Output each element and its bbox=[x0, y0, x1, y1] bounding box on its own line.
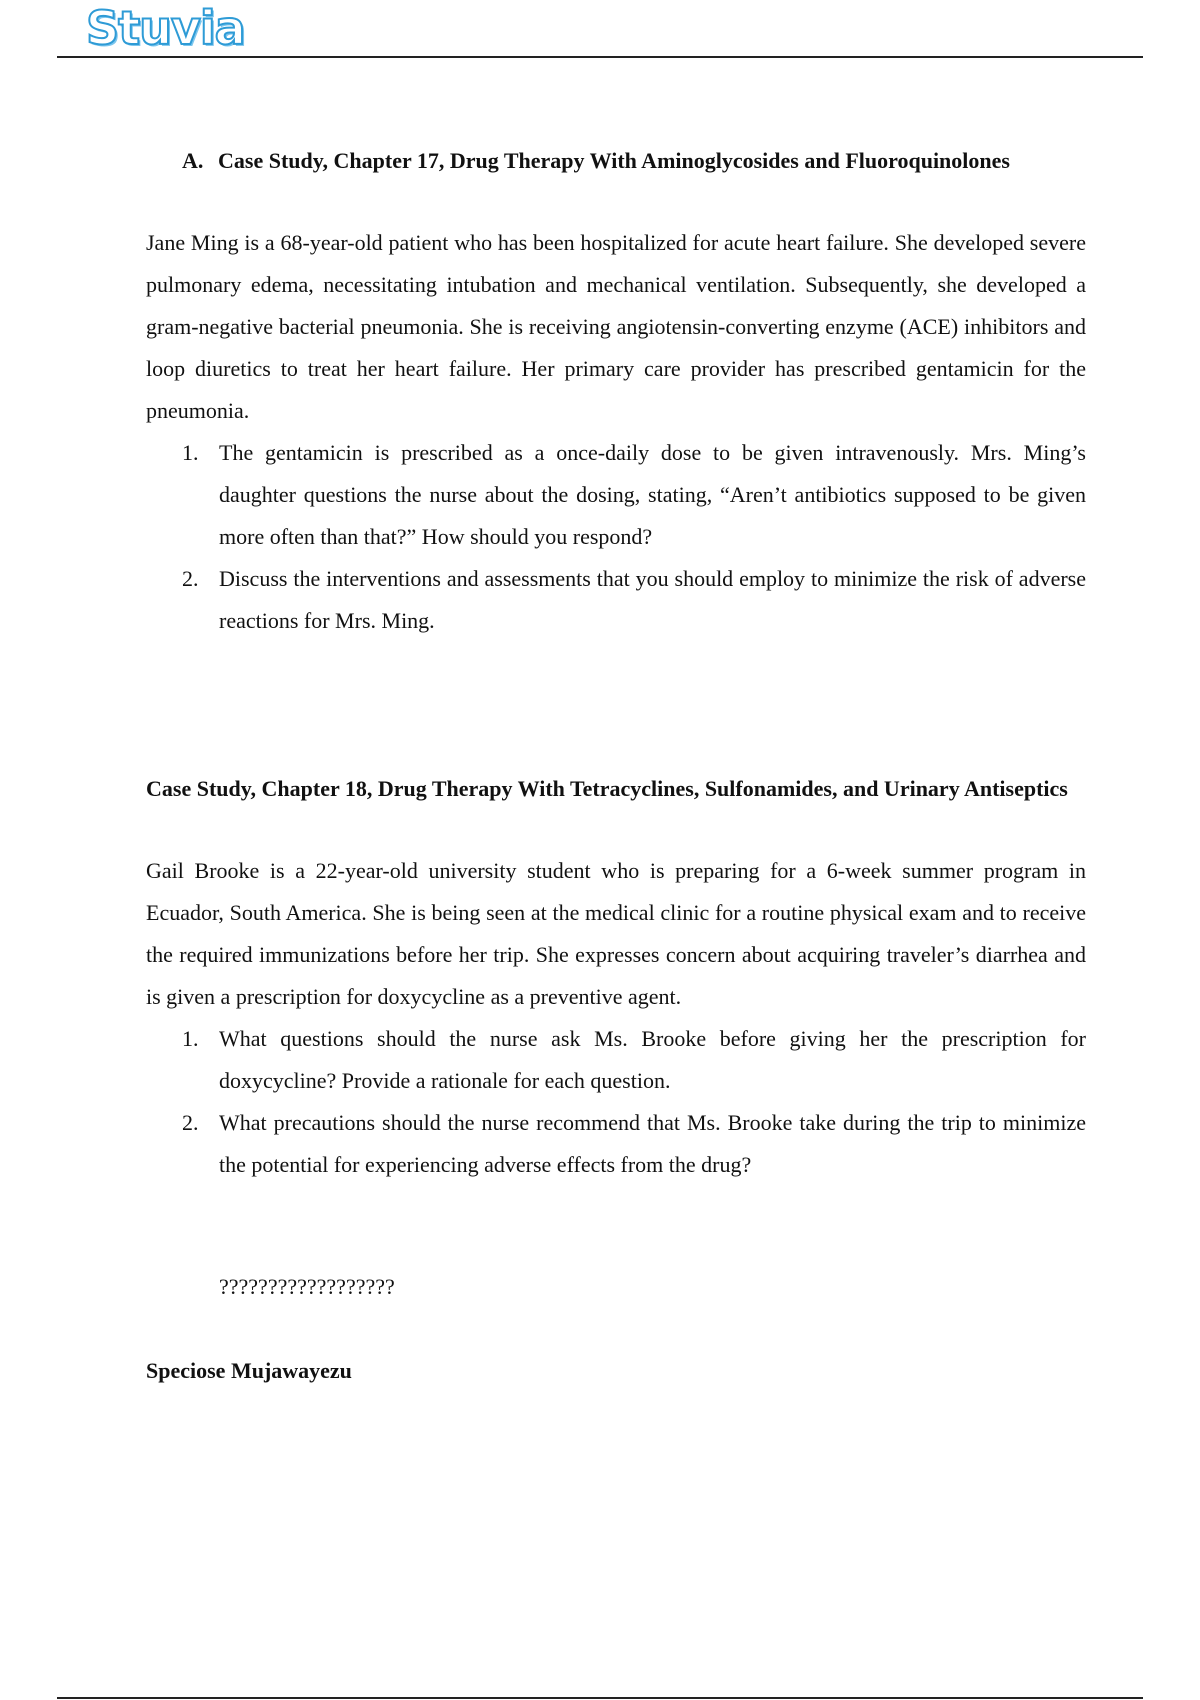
list-item bbox=[146, 1102, 1086, 1186]
section-a-heading bbox=[146, 140, 1086, 182]
list-number: 2. bbox=[182, 566, 199, 591]
placeholder-marks: ?????????????????? bbox=[219, 1274, 395, 1299]
list-number: 2. bbox=[182, 1110, 199, 1135]
question-text: Discuss the interventions and assessments that you should employ to minimize the risk of adverse reactions for Mrs. Ming. bbox=[219, 566, 1086, 633]
list-item bbox=[146, 432, 1086, 558]
question-text: What precautions should the nurse recommend that Ms. Brooke take during the trip to minimize the potential for experiencing adverse effects from the drug? bbox=[219, 1110, 1086, 1177]
section-b-intro: Gail Brooke is a 22-year-old university student who is preparing for a 6-week summer program in Ecuador, South America. She is being seen at the medical clinic for a routine physical exam and to receive the required immunizations before her trip. She expresses concern about acquiring traveler’s diarrhea and is given a prescription for doxycycline as a preventive agent. bbox=[146, 858, 1086, 1009]
document-body bbox=[146, 140, 1086, 1392]
section-b-questions bbox=[146, 1018, 1086, 1186]
author-name: Speciose Mujawayezu bbox=[146, 1358, 352, 1383]
list-item bbox=[146, 558, 1086, 642]
list-item bbox=[146, 1018, 1086, 1102]
section-a-marker: A. bbox=[182, 148, 204, 173]
footer-rule bbox=[57, 1697, 1143, 1699]
section-a-intro: Jane Ming is a 68-year-old patient who has been hospitalized for acute heart failure. She developed severe pulmonary edema, necessitating intubation and mechanical ventilation. Subsequently, she developed a gram-negative bacterial pneumonia. She is receiving angiotensin-converting enzyme (ACE) inhibitors and loop diuretics to treat her heart failure. Her primary care provider has prescribed gentamicin for the pneumonia. bbox=[146, 230, 1086, 423]
logo-text: Stuvia bbox=[86, 1, 245, 55]
question-text: The gentamicin is prescribed as a once-daily dose to be given intravenously. Mrs. Ming’s daughter questions the nurse about the dosing, stating, “Aren’t antibiotics supposed to be given more often than that?” How should you respond? bbox=[219, 440, 1086, 549]
question-text: What questions should the nurse ask Ms. Brooke before giving her the prescription for doxycycline? Provide a rationale for each question. bbox=[219, 1026, 1086, 1093]
stuvia-logo bbox=[86, 2, 245, 54]
list-number: 1. bbox=[182, 1026, 199, 1051]
section-b-heading: Case Study, Chapter 18, Drug Therapy With Tetracyclines, Sulfonamides, and Urinary Antiseptics bbox=[146, 776, 1068, 801]
header-rule bbox=[57, 56, 1143, 58]
section-a-questions bbox=[146, 432, 1086, 642]
section-a-title: Case Study, Chapter 17, Drug Therapy With Aminoglycosides and Fluoroquinolones bbox=[218, 148, 1010, 173]
list-number: 1. bbox=[182, 440, 199, 465]
